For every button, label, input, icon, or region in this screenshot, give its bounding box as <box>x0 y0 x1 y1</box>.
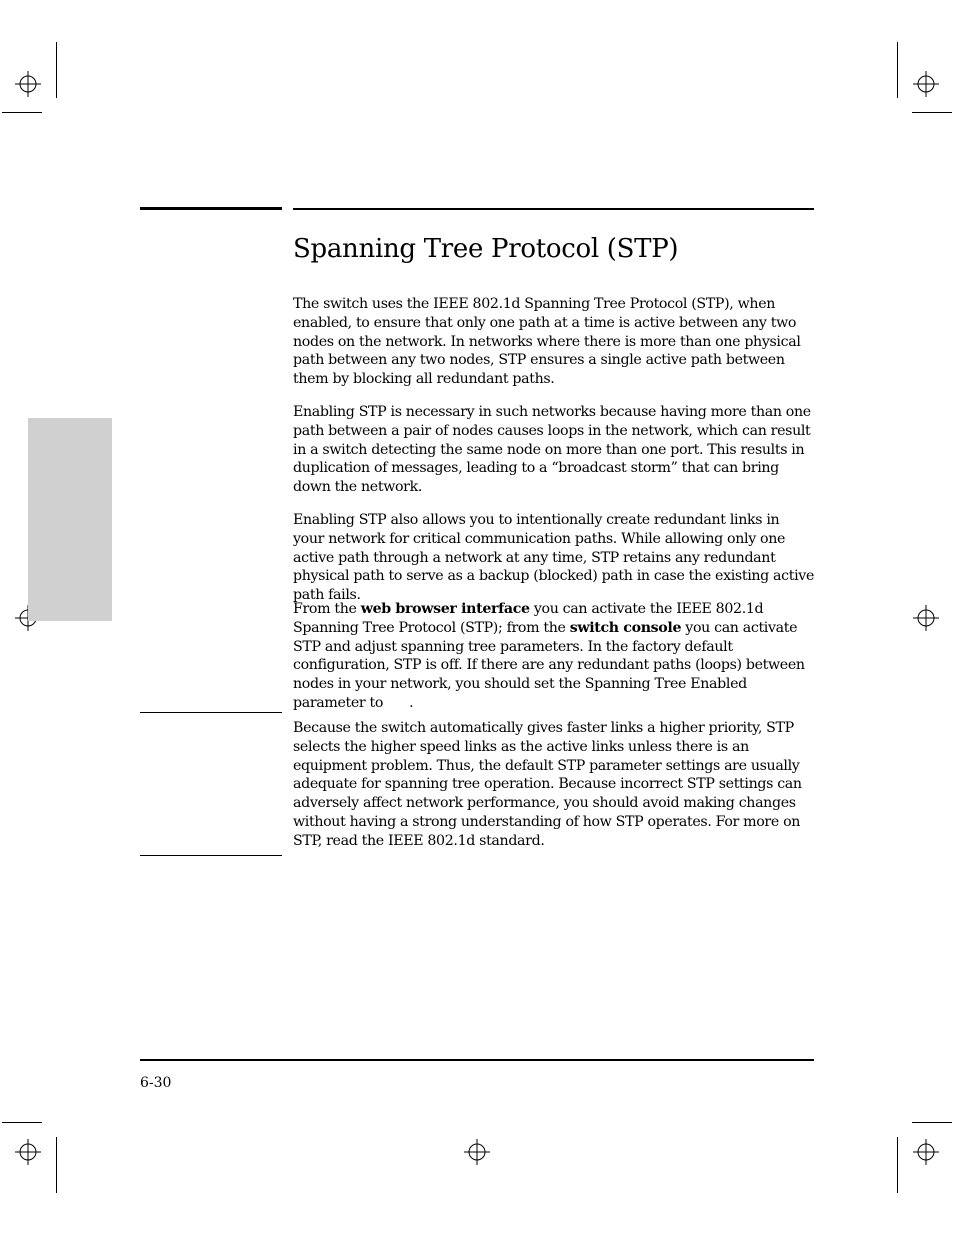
registration-mark-icon <box>464 1139 490 1165</box>
crop-mark <box>2 112 42 113</box>
page-number: 6-30 <box>140 1075 172 1091</box>
paragraph-4-text: you can activate STP and adjust spanning tree parameters. In the factory default configuration, STP is off. If there are any redundant paths (loops) between nodes in your network, you should set the Spanning Tree Enabled parameter to <box>293 619 805 711</box>
crop-mark <box>2 1122 42 1123</box>
paragraph-4-text: you can activate the IEEE 802.1d Spanning Tree Protocol (STP); from the <box>293 601 764 636</box>
header-rule-left <box>140 207 282 210</box>
footer-rule <box>140 1059 814 1061</box>
paragraph-3: Enabling STP also allows you to intentionally create redundant links in your network for critical communication paths. While allowing only one active path through a network at any time, STP retains any redundant physical path to serve as a backup (blocked) path in case the existing active path fails. <box>293 512 815 604</box>
registration-mark-icon <box>15 1139 41 1165</box>
crop-mark <box>912 112 952 113</box>
note-paragraph: Because the switch automatically gives faster links a higher priority, STP selects the higher speed links as the active links unless there is an equipment problem. Thus, the default STP parameter settings are usually adequate for spanning tree operation. Because incorrect STP settings can adversely affect network performance, you should avoid making changes without having a strong understanding of how STP operates. For more on STP, read the IEEE 802.1d standard. <box>293 720 802 849</box>
registration-mark-icon <box>913 1139 939 1165</box>
header-rule-right <box>293 208 814 210</box>
crop-mark <box>897 42 898 98</box>
note-bottom-rule <box>140 855 282 856</box>
page-title: Spanning Tree Protocol (STP) <box>293 234 679 264</box>
paragraph-4 <box>293 600 814 713</box>
crop-mark <box>897 1137 898 1193</box>
switch-console-term: switch console <box>569 619 682 636</box>
web-browser-interface-term: web browser interface <box>360 601 530 617</box>
paragraph-1: The switch uses the IEEE 802.1d Spanning Tree Protocol (STP), when enabled, to ensure that only one path at a time is active between any two nodes on the network. In networks where there is more than one physical path between any two nodes, STP ensures a single active path between them by blocking all redundant paths. <box>293 296 801 388</box>
registration-mark-icon <box>913 605 939 631</box>
note-top-rule <box>140 712 282 713</box>
crop-mark <box>912 1122 952 1123</box>
paragraph-4-text: . <box>409 694 414 711</box>
registration-mark-icon <box>15 71 41 97</box>
paragraph-4-text: From the <box>293 601 361 617</box>
crop-mark <box>56 42 57 98</box>
registration-mark-icon <box>913 71 939 97</box>
chapter-tab <box>28 418 112 621</box>
crop-mark <box>56 1137 57 1193</box>
paragraph-2: Enabling STP is necessary in such networks because having more than one path between a pair of nodes causes loops in the network, which can result in a switch detecting the same node on more than one port. This results in duplication of messages, leading to a “broadcast storm” that can bring down the network. <box>293 404 811 496</box>
